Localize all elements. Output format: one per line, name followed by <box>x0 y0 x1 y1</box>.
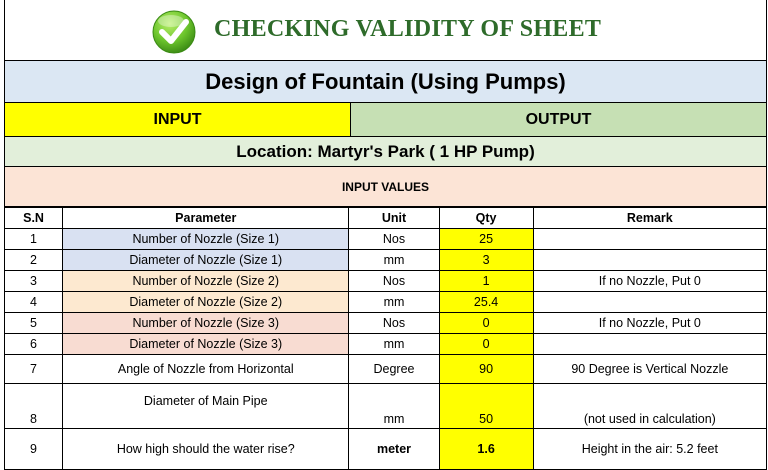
remark-cell: 90 Degree is Vertical Nozzle <box>533 355 766 384</box>
table-row <box>5 429 767 470</box>
parameter-cell: Diameter of Nozzle (Size 2) <box>63 292 349 313</box>
sn-cell: 4 <box>5 292 63 313</box>
parameter-cell: Number of Nozzle (Size 3) <box>63 313 349 334</box>
sn-cell: 1 <box>5 229 63 250</box>
output-tab[interactable]: OUTPUT <box>351 103 766 136</box>
remark-cell <box>533 229 766 250</box>
parameter-cell: Diameter of Nozzle (Size 1) <box>63 250 349 271</box>
sn-cell: 5 <box>5 313 63 334</box>
table-row <box>5 292 767 313</box>
unit-cell: Nos <box>349 229 439 250</box>
parameter-cell: Diameter of Main Pipe <box>63 384 349 429</box>
parameter-cell: Diameter of Nozzle (Size 3) <box>63 334 349 355</box>
check-badge-icon[interactable] <box>151 9 197 55</box>
table-header-row <box>5 208 767 229</box>
col-header-sn: S.N <box>5 208 63 229</box>
qty-input-cell[interactable]: 1.6 <box>439 429 533 470</box>
parameter-cell: Number of Nozzle (Size 2) <box>63 271 349 292</box>
table-row <box>5 355 767 384</box>
qty-input-cell[interactable]: 50 <box>439 384 533 429</box>
unit-cell: Nos <box>349 271 439 292</box>
table-row <box>5 229 767 250</box>
sn-cell: 8 <box>5 384 63 429</box>
validity-title: CHECKING VALIDITY OF SHEET <box>214 16 602 42</box>
unit-cell: mm <box>349 292 439 313</box>
table-row <box>5 384 767 429</box>
remark-cell <box>533 334 766 355</box>
unit-cell: meter <box>349 429 439 470</box>
parameter-cell: Angle of Nozzle from Horizontal <box>63 355 349 384</box>
remark-cell <box>533 292 766 313</box>
col-header-unit: Unit <box>349 208 439 229</box>
qty-input-cell[interactable]: 0 <box>439 334 533 355</box>
sn-cell: 6 <box>5 334 63 355</box>
remark-cell: If no Nozzle, Put 0 <box>533 313 766 334</box>
unit-cell: mm <box>349 250 439 271</box>
unit-cell: Nos <box>349 313 439 334</box>
parameter-cell: Number of Nozzle (Size 1) <box>63 229 349 250</box>
qty-input-cell[interactable]: 25.4 <box>439 292 533 313</box>
remark-cell <box>533 250 766 271</box>
table-row <box>5 271 767 292</box>
sn-cell: 3 <box>5 271 63 292</box>
qty-input-cell[interactable]: 0 <box>439 313 533 334</box>
table-row <box>5 250 767 271</box>
remark-cell: (not used in calculation) <box>533 384 766 429</box>
validity-header <box>4 0 767 61</box>
design-title: Design of Fountain (Using Pumps) <box>4 61 767 103</box>
qty-input-cell[interactable]: 1 <box>439 271 533 292</box>
table-row <box>5 313 767 334</box>
remark-cell: If no Nozzle, Put 0 <box>533 271 766 292</box>
sn-cell: 7 <box>5 355 63 384</box>
unit-cell: Degree <box>349 355 439 384</box>
input-output-bar <box>4 103 767 137</box>
unit-cell: mm <box>349 334 439 355</box>
input-table <box>4 207 767 470</box>
input-values-label: INPUT VALUES <box>4 167 767 207</box>
col-header-qty: Qty <box>439 208 533 229</box>
qty-input-cell[interactable]: 90 <box>439 355 533 384</box>
col-header-parameter: Parameter <box>63 208 349 229</box>
qty-input-cell[interactable]: 3 <box>439 250 533 271</box>
qty-input-cell[interactable]: 25 <box>439 229 533 250</box>
col-header-remark: Remark <box>533 208 766 229</box>
remark-cell: Height in the air: 5.2 feet <box>533 429 766 470</box>
table-row <box>5 334 767 355</box>
unit-cell: mm <box>349 384 439 429</box>
parameter-cell: How high should the water rise? <box>63 429 349 470</box>
sn-cell: 9 <box>5 429 63 470</box>
sn-cell: 2 <box>5 250 63 271</box>
input-tab[interactable]: INPUT <box>5 103 351 136</box>
location-label: Location: Martyr's Park ( 1 HP Pump) <box>4 137 767 167</box>
